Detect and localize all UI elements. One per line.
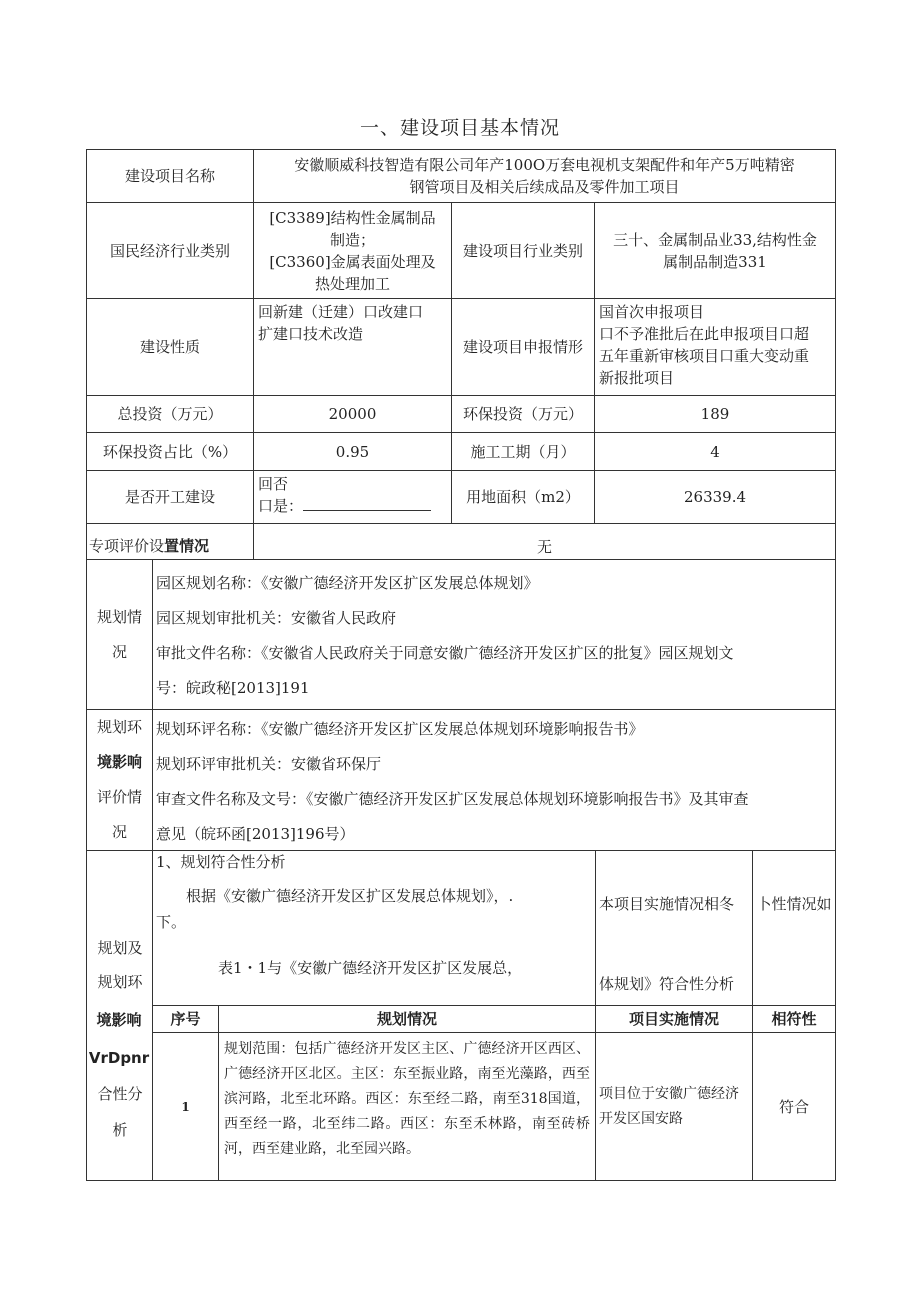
special-label-bold: 置情况 — [164, 537, 210, 555]
plan-line: 号：皖政秘[2013]191 — [156, 679, 310, 697]
declare-label — [452, 299, 595, 396]
analysis-intro — [153, 851, 596, 1006]
industry-value — [254, 203, 452, 299]
special-label — [87, 524, 254, 560]
analysis-table-caption: 表1・1与《安徽广德经济开发区扩区发展总， — [218, 959, 523, 977]
started-line-yes: 口是： — [258, 497, 304, 515]
analysis-para: 根据《安徽广德经济开发区扩区发展总体规划》，. — [186, 887, 514, 905]
col-header-plan — [219, 1006, 596, 1033]
eia-label-line: 评价情 — [96, 788, 142, 806]
started-line-yes-row — [258, 495, 447, 517]
project-name-value — [254, 150, 836, 203]
project-name-line: 钢管项目及相关后续成品及零件加工项目 — [409, 178, 680, 196]
analysis-label-line: 境影响 — [96, 1011, 142, 1029]
analysis-mid — [596, 851, 753, 1006]
eia-label — [87, 710, 153, 851]
area-value — [595, 471, 836, 524]
analysis-heading: 1、规划符合性分析 — [156, 853, 286, 871]
col-header-no-text: 序号 — [170, 1010, 201, 1028]
env-investment-label-text: 环保投资（万元） — [462, 405, 583, 423]
plan-label — [87, 560, 153, 710]
env-ratio-value — [254, 433, 452, 471]
col-header-match — [753, 1006, 836, 1033]
analysis-label-line: 规划环 — [97, 973, 143, 991]
table-row-no — [153, 1033, 219, 1181]
plan-label-line: 况 — [111, 642, 127, 661]
project-info-table — [86, 149, 836, 1181]
industry-line: [C3389]结构性金属制品 — [269, 208, 436, 227]
special-value — [254, 524, 836, 560]
eia-label-line: 规划环 — [96, 718, 142, 736]
nature-value — [254, 299, 452, 396]
plan-line: 园区规划名称：《安徽广德经济开发区扩区发展总体规划》 — [156, 574, 539, 592]
area-label — [452, 471, 595, 524]
blank-underline — [303, 496, 431, 511]
analysis-para: 下。 — [156, 913, 187, 931]
analysis-label-line: 析 — [112, 1121, 128, 1139]
env-ratio-label-text: 环保投资占比（%） — [102, 442, 238, 461]
eia-value — [153, 710, 836, 851]
started-value — [254, 471, 452, 524]
eia-line: 规划环评审批机关：安徽省环保厅 — [156, 755, 382, 773]
eia-label-line: 境影响 — [96, 753, 142, 771]
table-row-no-text: 1 — [181, 1099, 190, 1114]
industry-line: 热处理加工 — [314, 274, 390, 293]
table-row-match-text: 符合 — [778, 1097, 809, 1116]
nature-label — [87, 299, 254, 396]
col-header-match-text: 相符性 — [771, 1010, 817, 1028]
industry-line: [C3360]金属表面处理及 — [269, 252, 436, 271]
eia-line: 意见（皖环函[2013]196号） — [156, 825, 355, 843]
col-header-plan-text: 规划情况 — [376, 1010, 437, 1028]
special-value-text: 无 — [536, 538, 552, 556]
project-name-line: 安徽顺威科技智造有限公司年产100O万套电视机支架配件和年产5万吨精密 — [294, 156, 795, 174]
analysis-label-line: 规划及 — [97, 939, 143, 957]
plan-line: 审批文件名称：《安徽省人民政府关于同意安徽广德经济开发区扩区的批复》园区规划文 — [156, 644, 734, 662]
page-title: 一、建设项目基本情况 — [359, 117, 560, 139]
nature-label-text: 建设性质 — [139, 338, 200, 356]
env-investment-label — [452, 396, 595, 433]
project-name-label-text: 建设项目名称 — [124, 167, 215, 185]
table-row-plan-text: 规划范围：包括广德经济开发区主区、广德经济开区西区、广德经济开区北区。主区：东至振业路，南至光藻路，西至滨河路，北至北环路。西区：东至经二路，南至318国道，西至经一路，北至纬二路。西区：东至禾林路，南至砖桥河，西至建业路，北至园兴路。 — [224, 1041, 590, 1157]
period-value-text: 4 — [710, 442, 720, 461]
industry-line: 制造； — [329, 230, 375, 249]
plan-value — [153, 560, 836, 710]
analysis-label — [87, 851, 153, 1181]
investment-label-text: 总投资（万元） — [117, 405, 223, 423]
analysis-label-line: 合性分 — [97, 1085, 143, 1103]
special-label-text: 专项评价设 — [89, 537, 165, 555]
plan-label-line: 规划情 — [96, 607, 142, 626]
project-industry-line: 三十、金属制品业33,结构性金 — [613, 230, 817, 249]
project-industry-label-text: 建设项目行业类别 — [462, 241, 583, 260]
project-industry-label — [452, 203, 595, 299]
started-label-text: 是否开工建设 — [124, 488, 215, 506]
table-row-plan — [219, 1033, 596, 1181]
eia-line: 规划环评名称：《安徽广德经济开发区扩区发展总体规划环境影响报告书》 — [156, 720, 644, 738]
table-row-impl-text: 项目位于安徽广德经济开发区国安路 — [599, 1085, 739, 1127]
area-label-text: 用地面积（m2） — [466, 488, 580, 506]
period-label — [452, 433, 595, 471]
analysis-right-text: 卜性情况如 — [756, 895, 832, 913]
env-investment-value-text: 189 — [700, 405, 730, 423]
col-header-impl-text: 项目实施情况 — [628, 1010, 719, 1028]
industry-label — [87, 203, 254, 299]
nature-line: 回新建（迁建）口改建口 — [258, 303, 424, 321]
env-ratio-label — [87, 433, 254, 471]
plan-line: 园区规划审批机关：安徽省人民政府 — [156, 609, 397, 627]
started-line-no: 回否 — [258, 475, 289, 493]
investment-value — [254, 396, 452, 433]
area-value-text: 26339.4 — [683, 488, 747, 506]
declare-line: 五年重新审核项目口重大变动重 — [599, 347, 810, 365]
industry-label-text: 国民经济行业类别 — [109, 241, 230, 260]
table-row-impl — [596, 1033, 753, 1181]
analysis-mid-line: 体规划》符合性分析 — [599, 975, 735, 993]
declare-label-text: 建设项目申报情形 — [462, 338, 583, 356]
analysis-right — [753, 851, 836, 1006]
declare-line: 国首次申报项目 — [599, 303, 705, 321]
nature-line: 扩建口技术改造 — [258, 325, 364, 343]
declare-value — [595, 299, 836, 396]
project-industry-value — [595, 203, 836, 299]
investment-label — [87, 396, 254, 433]
analysis-mid-line: 本项目实施情况相冬 — [599, 895, 735, 913]
table-row-match — [753, 1033, 836, 1181]
env-investment-value — [595, 396, 836, 433]
declare-line: 口不予准批后在此申报项目口超 — [599, 325, 810, 343]
declare-line: 新报批项目 — [599, 369, 675, 387]
started-label — [87, 471, 254, 524]
project-name-label — [87, 150, 254, 203]
analysis-label-line: VrDpnr — [88, 1049, 150, 1067]
env-ratio-value-text: 0.95 — [335, 442, 370, 461]
period-value — [595, 433, 836, 471]
project-industry-line: 属制品制造331 — [663, 252, 767, 271]
eia-line: 审查文件名称及文号：《安徽广德经济开发区扩区发展总体规划环境影响报告书》及其审查 — [156, 790, 749, 808]
col-header-no — [153, 1006, 219, 1033]
eia-label-line: 况 — [111, 823, 127, 841]
col-header-impl — [596, 1006, 753, 1033]
period-label-text: 施工工期（月） — [470, 442, 576, 461]
investment-value-text: 20000 — [328, 405, 377, 423]
